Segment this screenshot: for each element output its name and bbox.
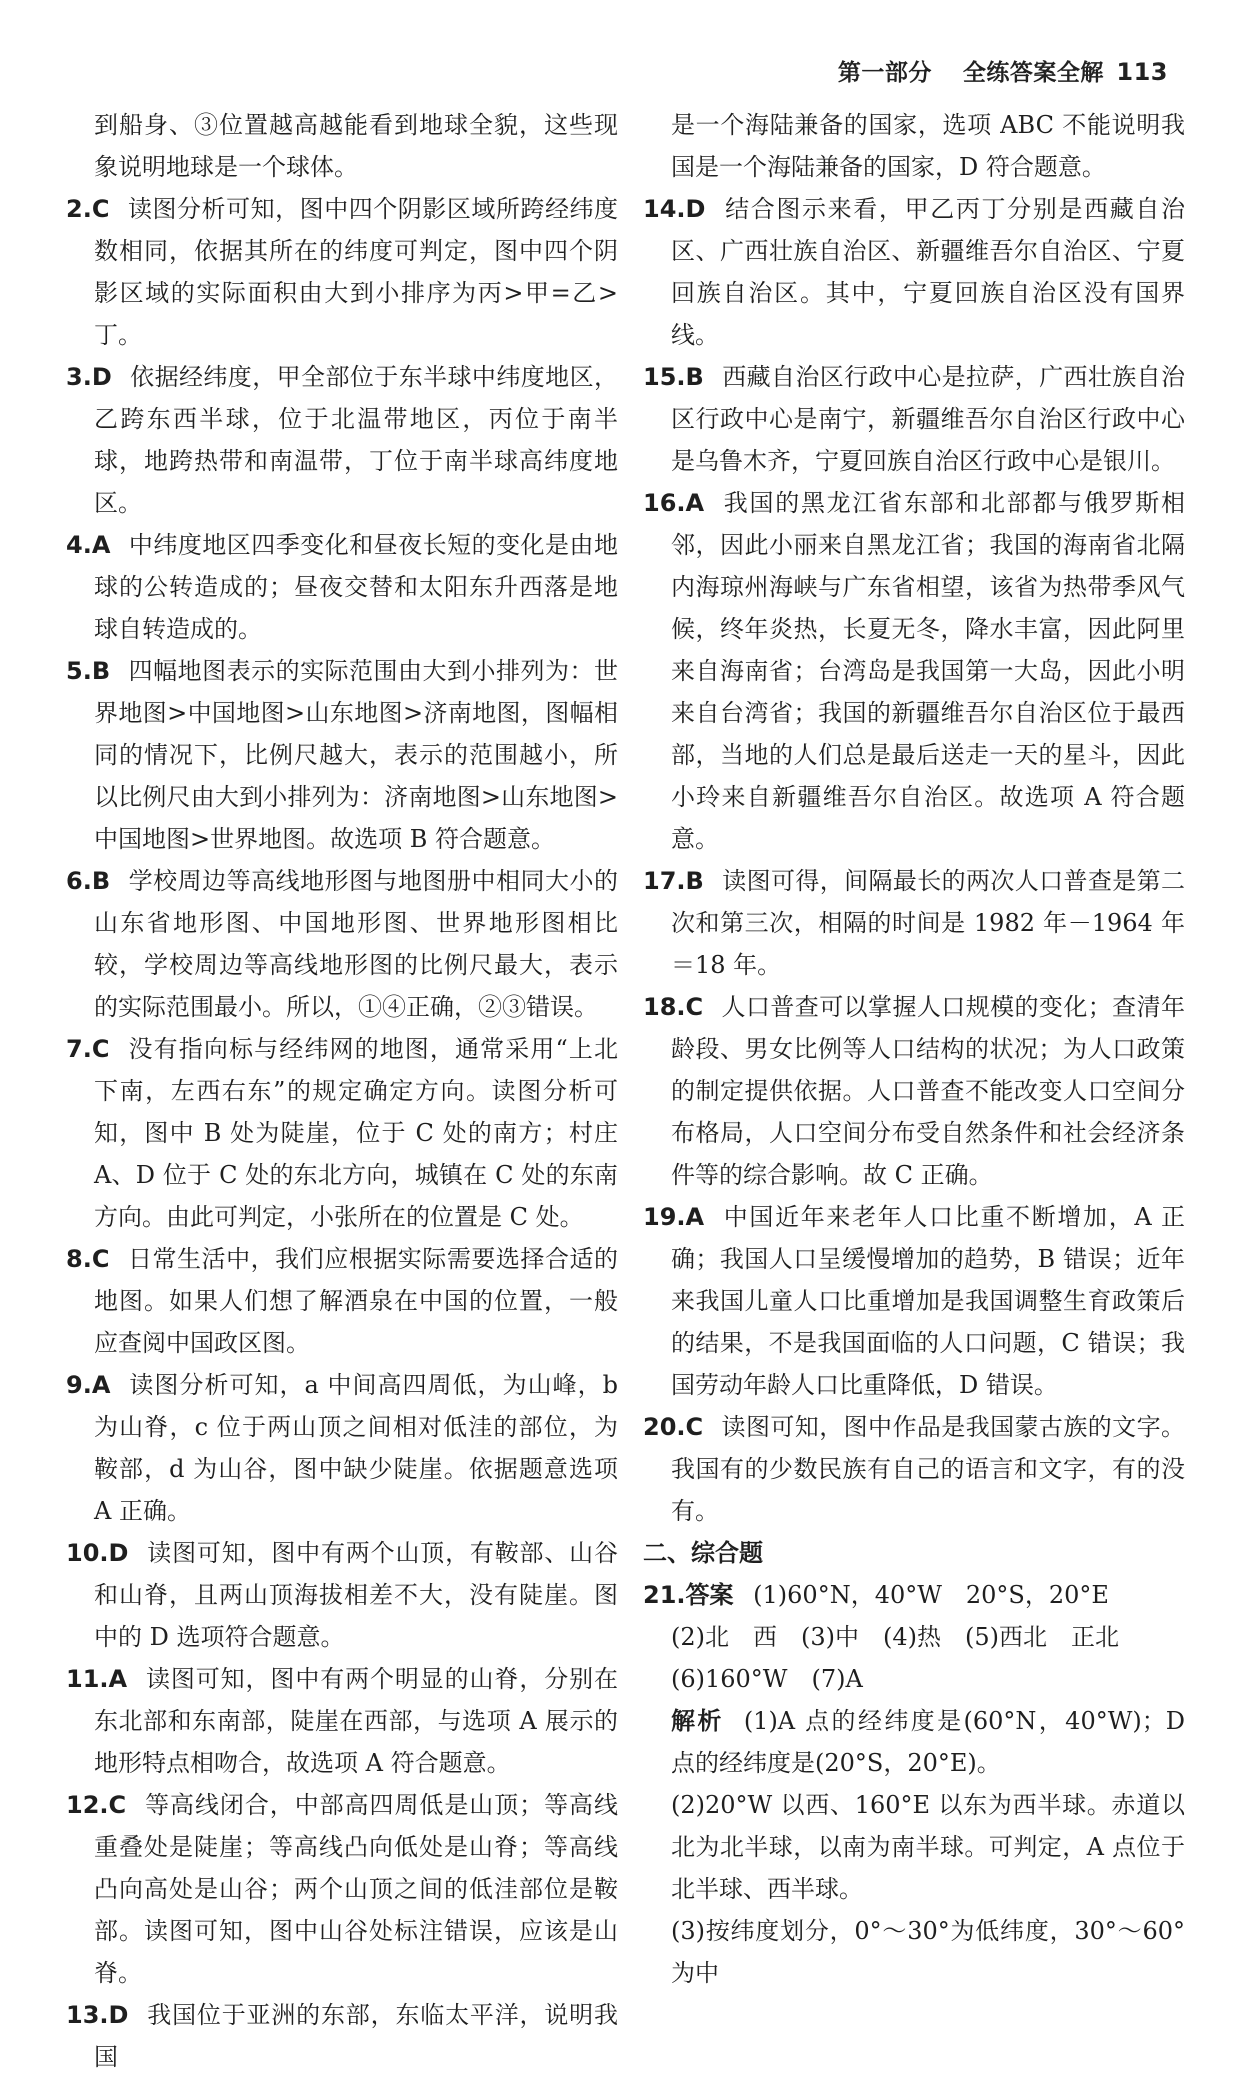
answer-text: 日常生活中，我们应根据实际需要选择合适的地图。如果人们想了解酒泉在中国的位置，一般应查阅中国政区图。 bbox=[94, 1245, 618, 1357]
answer-item bbox=[66, 650, 618, 860]
answer-item bbox=[66, 356, 618, 524]
answer-text: 人口普查可以掌握人口规模的变化；查清年龄段、男女比例等人口结构的状况；为人口政策的制定提供依据。人口普查不能改变人口空间分布格局，人口空间分布受自然条件和社会经济条件等的综合影响。故 C 正确。 bbox=[671, 993, 1185, 1189]
answer-number: 21.答案 bbox=[643, 1581, 734, 1609]
answer-item bbox=[643, 1406, 1185, 1532]
answer-line-3: (6)160°W (7)A bbox=[671, 1665, 863, 1693]
page-header bbox=[838, 54, 1168, 87]
right-column bbox=[643, 104, 1185, 1994]
answer-number: 15.B bbox=[643, 363, 704, 391]
analysis-2: (2)20°W 以西、160°E 以东为西半球。赤道以北为北半球，以南为南半球。可判定，A 点位于北半球、西半球。 bbox=[671, 1791, 1185, 1903]
answer-number: 14.D bbox=[643, 195, 706, 223]
page-number: 113 bbox=[1116, 58, 1168, 86]
answer-number: 2.C bbox=[66, 195, 110, 223]
answer-number: 13.D bbox=[66, 2001, 129, 2029]
answer-number: 12.C bbox=[66, 1791, 127, 1819]
answer-text: 结合图示来看，甲乙丙丁分别是西藏自治区、广西壮族自治区、新疆维吾尔自治区、宁夏回族自治区。其中，宁夏回族自治区没有国界线。 bbox=[671, 195, 1185, 349]
answer-text: 没有指向标与经纬网的地图，通常采用“上北下南，左西右东”的规定确定方向。读图分析可知，图中 B 处为陡崖，位于 C 处的南方；村庄 A、D 位于 C 处的东北方向，城镇在 C 处的东南方向。由此可判定，小张所在的位置是 C 处。 bbox=[94, 1035, 618, 1231]
answer-number: 4.A bbox=[66, 531, 111, 559]
answer-text: 中纬度地区四季变化和昼夜长短的变化是由地球的公转造成的；昼夜交替和太阳东升西落是地球自转造成的。 bbox=[94, 531, 618, 643]
answer-text: 四幅地图表示的实际范围由大到小排列为：世界地图>中国地图>山东地图>济南地图，图幅相同的情况下，比例尺越大，表示的范围越小，所以比例尺由大到小排列为：济南地图>山东地图>中国地图>世界地图。故选项 B 符合题意。 bbox=[94, 657, 618, 853]
answer-item bbox=[66, 1784, 618, 1994]
section-heading: 二、综合题 bbox=[643, 1539, 763, 1567]
answer-item bbox=[643, 986, 1185, 1196]
answer-text: 读图分析可知，a 中间高四周低，为山峰，b 为山脊，c 位于两山顶之间相对低洼的部位，为鞍部，d 为山谷，图中缺少陡崖。依据题意选项 A 正确。 bbox=[94, 1371, 618, 1525]
answer-number: 18.C bbox=[643, 993, 704, 1021]
answer-item bbox=[643, 482, 1185, 860]
answer-text: 到船身、③位置越高越能看到地球全貌，这些现象说明地球是一个球体。 bbox=[94, 111, 618, 181]
left-column bbox=[66, 104, 618, 2078]
answer-item bbox=[66, 524, 618, 650]
right-answer-list bbox=[643, 104, 1185, 1532]
answer-text: 等高线闭合，中部高四周低是山顶；等高线重叠处是陡崖；等高线凸向低处是山脊；等高线凸向高处是山谷；两个山顶之间的低洼部位是鞍部。读图可知，图中山谷处标注错误，应该是山脊。 bbox=[94, 1791, 618, 1987]
answer-item bbox=[66, 1994, 618, 2078]
answer-item bbox=[66, 1532, 618, 1658]
header-part: 第一部分 bbox=[837, 60, 932, 86]
analysis-text-1: (1)A 点的经纬度是(60°N，40°W)；D 点的经纬度是(20°S，20°E)。 bbox=[671, 1707, 1185, 1777]
answer-number: 17.B bbox=[643, 867, 704, 895]
answer-line-1: (1)60°N，40°W 20°S，20°E bbox=[753, 1581, 1109, 1609]
analysis-1 bbox=[643, 1700, 1185, 1784]
answer-number: 6.B bbox=[66, 867, 111, 895]
answer-item bbox=[66, 104, 618, 188]
answer-number: 8.C bbox=[66, 1245, 110, 1273]
answer-item bbox=[66, 1364, 618, 1532]
answer-item bbox=[643, 188, 1185, 356]
answer-number: 9.A bbox=[66, 1371, 111, 1399]
answer-text: 我国的黑龙江省东部和北部都与俄罗斯相邻，因此小丽来自黑龙江省；我国的海南省北隔内海琼州海峡与广东省相望，该省为热带季风气候，终年炎热，长夏无冬，降水丰富，因此阿里来自海南省；台湾岛是我国第一大岛，因此小明来自台湾省；我国的新疆维吾尔自治区位于最西部，当地的人们总是最后送走一天的星斗，因此小玲来自新疆维吾尔自治区。故选项 A 符合题意。 bbox=[671, 489, 1185, 853]
answer-item bbox=[66, 860, 618, 1028]
answer-text: 学校周边等高线地形图与地图册中相同大小的山东省地形图、中国地形图、世界地形图相比较，学校周边等高线地形图的比例尺最大，表示的实际范围最小。所以，①④正确，②③错误。 bbox=[94, 867, 618, 1021]
answer-number: 19.A bbox=[643, 1203, 705, 1231]
answer-item bbox=[643, 104, 1185, 188]
answer-number: 11.A bbox=[66, 1665, 128, 1693]
answer-number: 3.D bbox=[66, 363, 112, 391]
answer-21 bbox=[643, 1574, 1185, 1616]
answer-item bbox=[66, 1238, 618, 1364]
answer-text: 读图可知，图中作品是我国蒙古族的文字。我国有的少数民族有自己的语言和文字，有的没有。 bbox=[671, 1413, 1185, 1525]
answer-number: 10.D bbox=[66, 1539, 129, 1567]
answer-item bbox=[66, 1028, 618, 1238]
answer-item bbox=[66, 188, 618, 356]
analysis-label: 解析 bbox=[671, 1707, 724, 1735]
header-title: 全练答案全解 bbox=[962, 60, 1104, 86]
answer-number: 7.C bbox=[66, 1035, 110, 1063]
answer-item bbox=[66, 1658, 618, 1784]
answer-text: 读图可知，图中有两个明显的山脊，分别在东北部和东南部，陡崖在西部，与选项 A 展示的地形特点相吻合，故选项 A 符合题意。 bbox=[94, 1665, 618, 1777]
answer-item bbox=[643, 1196, 1185, 1406]
answer-text: 西藏自治区行政中心是拉萨，广西壮族自治区行政中心是南宁，新疆维吾尔自治区行政中心是乌鲁木齐，宁夏回族自治区行政中心是银川。 bbox=[671, 363, 1185, 475]
answer-number: 5.B bbox=[66, 657, 111, 685]
answer-item bbox=[643, 356, 1185, 482]
answer-text: 我国位于亚洲的东部，东临太平洋，说明我国 bbox=[94, 2001, 618, 2071]
answer-number: 16.A bbox=[643, 489, 705, 517]
answer-text: 依据经纬度，甲全部位于东半球中纬度地区，乙跨东西半球，位于北温带地区，丙位于南半球，地跨热带和南温带，丁位于南半球高纬度地区。 bbox=[94, 363, 618, 517]
answer-text: 读图可得，间隔最长的两次人口普查是第二次和第三次，相隔的时间是 1982 年－1964 年＝18 年。 bbox=[671, 867, 1185, 979]
answer-text: 是一个海陆兼备的国家，选项 ABC 不能说明我国是一个海陆兼备的国家，D 符合题意。 bbox=[671, 111, 1185, 181]
answer-number: 20.C bbox=[643, 1413, 704, 1441]
answer-line-2: (2)北 西 (3)中 (4)热 (5)西北 正北 bbox=[671, 1623, 1119, 1651]
answer-text: 读图可知，图中有两个山顶，有鞍部、山谷和山脊，且两山顶海拔相差不大，没有陡崖。图中的 D 选项符合题意。 bbox=[94, 1539, 618, 1651]
answer-item bbox=[643, 860, 1185, 986]
answer-text: 读图分析可知，图中四个阴影区域所跨经纬度数相同，依据其所在的纬度可判定，图中四个阴影区域的实际面积由大到小排序为丙>甲=乙>丁。 bbox=[94, 195, 618, 349]
answer-text: 中国近年来老年人口比重不断增加，A 正确；我国人口呈缓慢增加的趋势，B 错误；近年来我国儿童人口比重增加是我国调整生育政策后的结果，不是我国面临的人口问题，C 错误；我国劳动年龄人口比重降低，D 错误。 bbox=[671, 1203, 1185, 1399]
analysis-3: (3)按纬度划分，0°～30°为低纬度，30°～60°为中 bbox=[671, 1917, 1185, 1987]
